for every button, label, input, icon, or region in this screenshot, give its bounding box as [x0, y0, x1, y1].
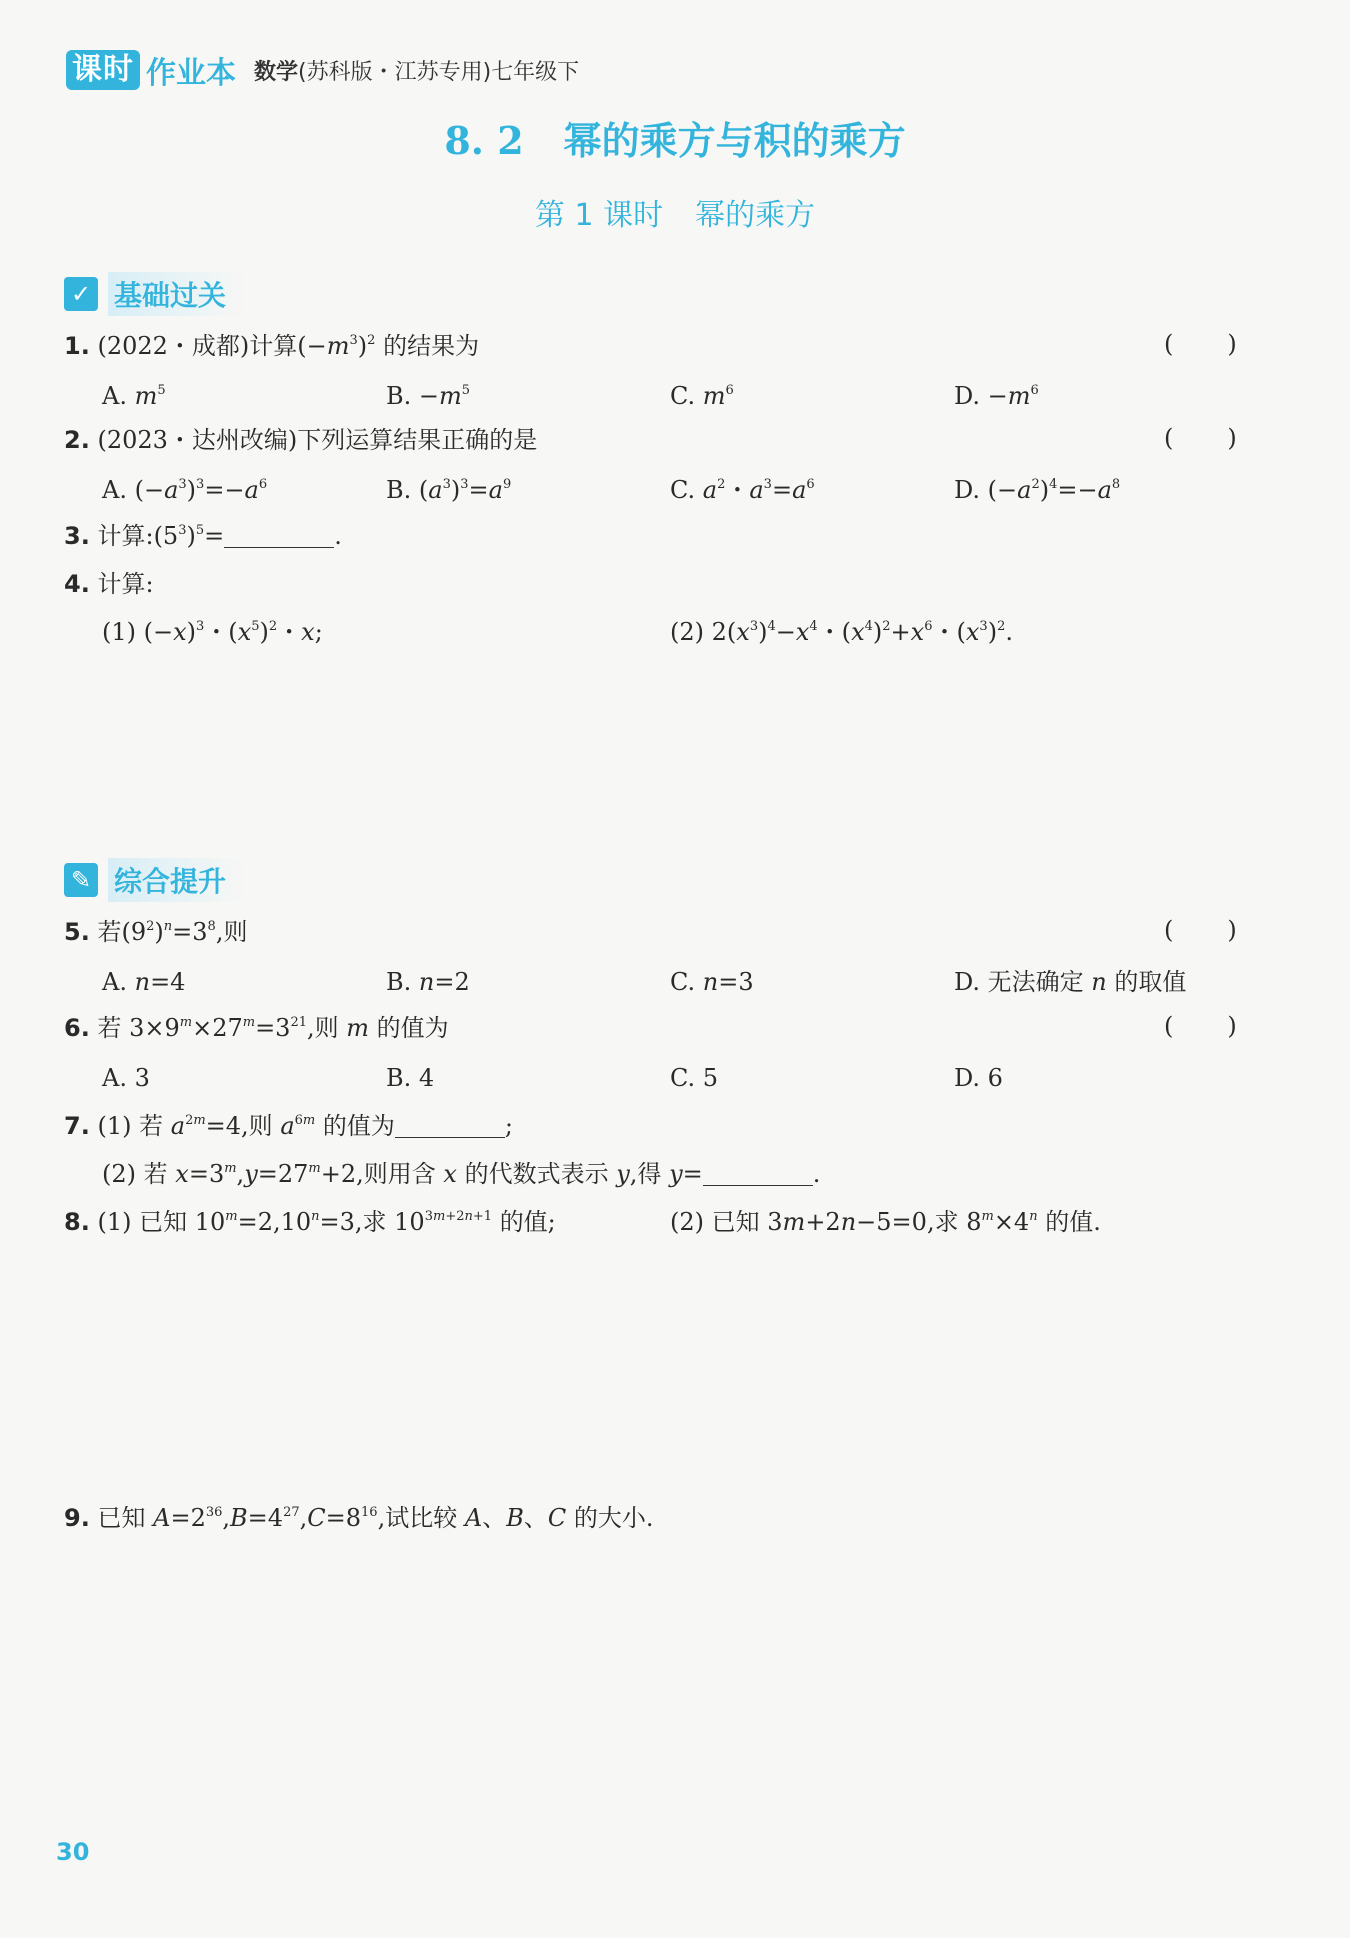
q6-option-a[interactable]: A. 3	[102, 1064, 150, 1092]
question-7-part-1: 7. (1) 若 $a^{2m}=4$,则 $a^{6m}$ 的值为 ;	[64, 1112, 513, 1140]
question-7-part-2: (2) 若 $x=3^m,y=27^m+2$,则用含 x 的代数式表示 y,得 y= .	[102, 1160, 821, 1188]
section-advanced-label: 综合提升	[108, 858, 244, 902]
question-6: 6. 若 $3\times 9^m\times 27^m=3^{21}$,则 m 的值为	[64, 1014, 449, 1042]
q5-option-d[interactable]: D. 无法确定 n 的取值	[954, 968, 1187, 996]
q5-option-c[interactable]: C. n=3	[670, 968, 754, 996]
lesson-title: 第 1 课时 幂的乘方	[534, 198, 816, 233]
q1-option-b[interactable]: B. $-m^5$	[386, 382, 471, 410]
q5-option-a[interactable]: A. n=4	[102, 968, 186, 996]
answer-parentheses-2[interactable]: ( )	[1164, 424, 1237, 452]
section-basic-header	[64, 272, 244, 316]
q4-part-1: (1) $(-x)^3$・$(x^5)^2$・x;	[102, 618, 323, 646]
question-8-part-1: 8. (1) 已知 $10^m=2,10^n=3$,求 $10^{3m+2n+1}$ 的值;	[64, 1208, 556, 1236]
q2-option-c[interactable]: C. $a^2$・$a^3=a^6$	[670, 476, 815, 504]
q1-option-d[interactable]: D. $-m^6$	[954, 382, 1039, 410]
q6-option-b[interactable]: B. 4	[386, 1064, 435, 1092]
answer-parentheses-6[interactable]: ( )	[1164, 1012, 1237, 1040]
brand-logo-text: 作业本	[146, 56, 236, 91]
answer-blank-3[interactable]	[224, 523, 334, 548]
question-8-part-2: (2) 已知 3m+2n−5=0,求 $8^m\times 4^n$ 的值.	[670, 1208, 1101, 1236]
answer-parentheses-5[interactable]: ( )	[1164, 916, 1237, 944]
answer-blank-7-1[interactable]	[395, 1113, 505, 1138]
header-brand	[66, 48, 579, 92]
q2-option-a[interactable]: A. $(-a^3)^3=-a^6$	[102, 476, 268, 504]
q6-option-c[interactable]: C. 5	[670, 1064, 719, 1092]
section-basic-label: 基础过关	[108, 272, 244, 316]
section-advanced-header	[64, 858, 244, 902]
q1-option-a[interactable]: A. $m^5$	[102, 382, 166, 410]
question-1: 1. (2022・成都)计算$(-m^3)^2$ 的结果为	[64, 332, 480, 360]
q5-option-b[interactable]: B. n=2	[386, 968, 470, 996]
page-number: 30	[56, 1838, 90, 1866]
question-3: 3. 计算$:(5^3)^5=$ .	[64, 522, 342, 550]
q2-option-b[interactable]: B. $(a^3)^3=a^9$	[386, 476, 512, 504]
q4-part-2: (2) $2(x^3)^4-x^4$・$(x^4)^2+x^6$・$(x^3)^2$.	[670, 618, 1013, 646]
subject-label: 数学(苏科版・江苏专用)七年级下	[254, 59, 580, 85]
question-9: 9. 已知 $A=2^{36},B=4^{27},C=8^{16}$,试比较 A、B、C 的大小.	[64, 1504, 654, 1532]
answer-blank-7-2[interactable]	[703, 1161, 813, 1186]
brand-logo: 课时	[66, 50, 140, 90]
q6-option-d[interactable]: D. 6	[954, 1064, 1003, 1092]
checkbox-icon: ✓	[64, 277, 98, 311]
question-4: 4. 计算:	[64, 570, 154, 598]
section-title: 8. 2 幂的乘方与积的乘方	[444, 118, 906, 163]
q1-option-c[interactable]: C. $m^6$	[670, 382, 734, 410]
pencil-icon: ✎	[64, 863, 98, 897]
q2-option-d[interactable]: D. $(-a^2)^4=-a^8$	[954, 476, 1121, 504]
question-2: 2. (2023・达州改编)下列运算结果正确的是	[64, 426, 538, 454]
question-5: 5. 若$(9^2)^n=3^8$,则	[64, 918, 248, 946]
answer-parentheses-1[interactable]: ( )	[1164, 330, 1237, 358]
